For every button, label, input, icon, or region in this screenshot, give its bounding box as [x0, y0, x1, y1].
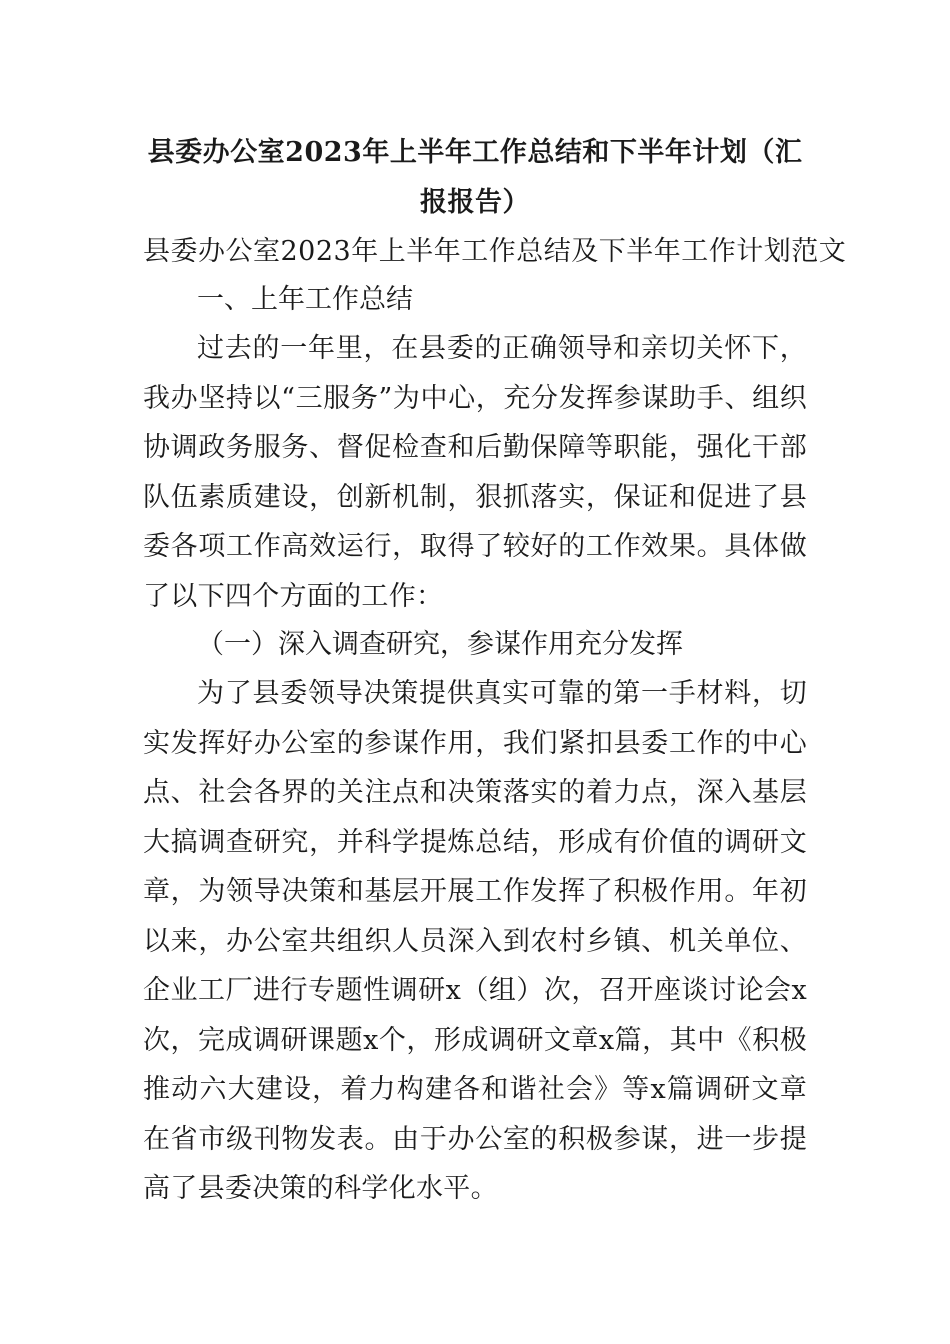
- document-page: [143, 128, 847, 1214]
- paragraph: 为了县委领导决策提供真实可靠的第一手材料，切实发挥好办公室的参谋作用，我们紧扣县委工作的中心点、社会各界的关注点和决策落实的着力点，深入基层大搞调查研究，并科学提炼总结，形成有价值的调研文章，为领导决策和基层开展工作发挥了积极作用。年初以来，办公室共组织人员深入到农村乡镇、机关单位、企业工厂进行专题性调研x（组）次，召开座谈讨论会x次，完成调研课题x个，形成调研文章x篇，其中《积极推动六大建设，着力构建各和谐社会》等x篇调研文章在省市级刊物发表。由于办公室的积极参谋，进一步提高了县委决策的科学化水平。: [143, 678, 807, 1204]
- section-heading: 一、上年工作总结: [197, 284, 413, 315]
- document-subtitle: 县委办公室2023年上半年工作总结及下半年工作计划范文: [143, 236, 847, 267]
- subsection-heading: （一）深入调查研究，参谋作用充分发挥: [197, 629, 683, 660]
- document-title: 县委办公室2023年上半年工作总结和下半年计划（汇报报告）: [147, 137, 803, 218]
- paragraph: 过去的一年里，在县委的正确领导和亲切关怀下，我办坚持以“三服务”为中心，充分发挥参谋助手、组织协调政务服务、督促检查和后勤保障等职能，强化干部队伍素质建设，创新机制，狠抓落实，保证和促进了县委各项工作高效运行，取得了较好的工作效果。具体做了以下四个方面的工作：: [143, 333, 807, 612]
